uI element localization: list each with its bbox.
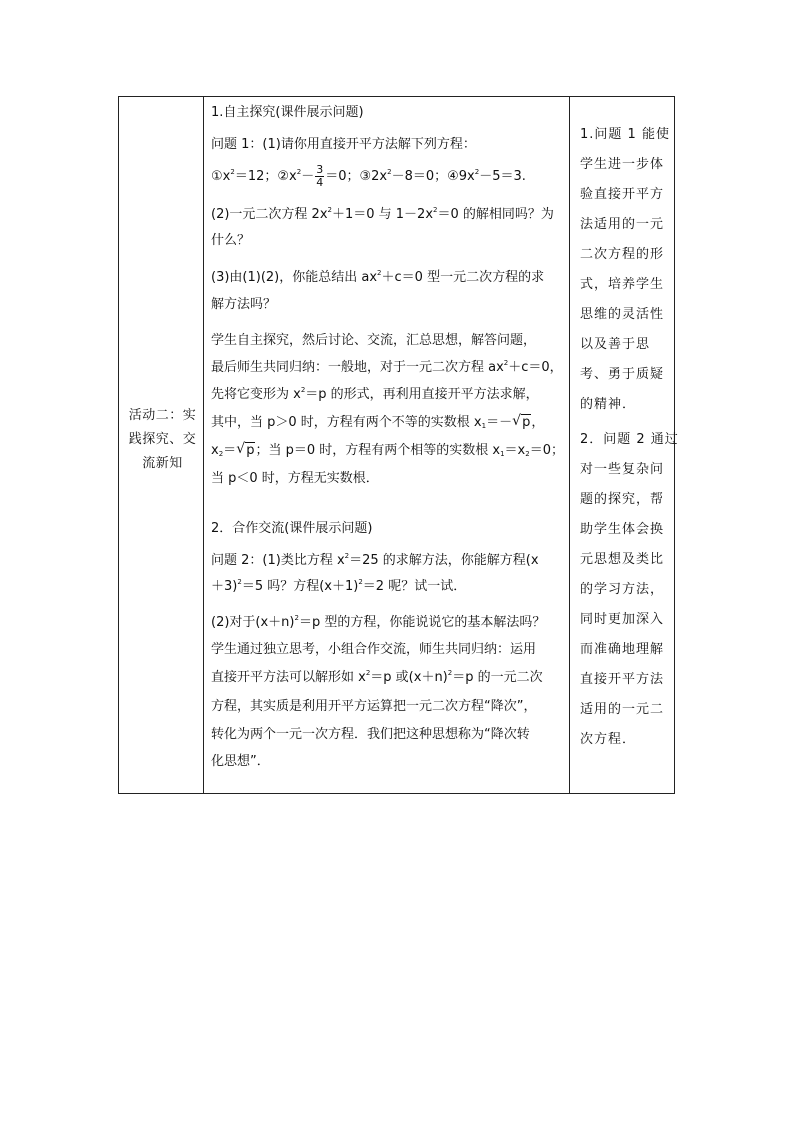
remark-line: 式，培养学生 [580,277,665,292]
activity-label: 活动二：实 践探究、交 流新知 [128,408,197,471]
paragraph-line: $x_2=$ √ p；当 p＝0 时，方程有两个相等的实数根 $x_1=x_2=0$； [211,441,564,458]
remark-line: 对一些复杂问 [580,462,665,477]
question-2-part-1: 问题 2：(1)类比方程 $x^2=25$ 的求解方法，你能解方程(x [211,552,539,568]
remark-line: 2．问题 2 通过 [580,432,679,447]
question-2-part-1-cont: ＋3)$^2$＝5 吗？方程$(x+1)^2=2$ 呢？试一试． [211,578,467,594]
question-1-part-2: (2)一元二次方程 $2x^2+1=0$ 与 $1-2x^2=0$ 的解相同吗？为 [211,206,554,222]
remark-line: 次方程． [580,732,637,747]
paragraph-line: 其中，当 p＞0 时，方程有两个不等的实数根 $x_1=-$ √ p， [211,413,545,430]
activity-cell [119,97,204,793]
paragraph-line: 先将它变形为 $x^2=p$ 的形式，再利用直接开平方法求解， [211,386,539,402]
lesson-table [118,96,679,794]
remark-line: 考、勇于质疑 [580,367,665,382]
remark-line: 学生进一步体 [580,157,665,172]
remark-line: 1.问题 1 能使 [580,127,670,142]
sqrt-symbol: √ p [236,441,255,458]
remark-line: 直接开平方法 [580,672,665,687]
question-1-part-2-cont: 什么？ [211,233,251,248]
paragraph-line: 直接开平方法可以解形如 $x^2=p$ 或$(x+n)^2=p$ 的一元二次 [211,669,543,685]
sqrt-symbol: √ p [512,413,531,430]
paragraph-line: 当 p＜0 时，方程无实数根． [211,471,379,486]
remark-line: 适用的一元二 [580,702,665,717]
section-title: 2．合作交流(课件展示问题) [211,521,373,536]
paragraph-line: 最后师生共同归纳：一般地，对于一元二次方程 $ax^2+c=0$， [211,359,563,375]
remark-line: 元思想及类比 [580,552,665,567]
paragraph-line: 学生自主探究，然后讨论、交流，汇总思想，解答问题， [211,333,537,348]
question-1-part-3: (3)由(1)(2)，你能总结出 $ax^2+c=0$ 型一元二次方程的求 [211,269,545,285]
remark-line: 而准确地理解 [580,642,665,657]
remark-line: 验直接开平方 [580,187,665,202]
paragraph-line: 学生通过独立思考，小组合作交流，师生共同归纳：运用 [211,642,537,657]
remark-line: 题的探究，帮 [580,492,665,507]
paragraph-line: 化思想”． [211,754,270,769]
remark-line: 以及善于思 [580,337,651,352]
question-1-intro: 问题 1：(1)请你用直接开平方法解下列方程： [211,137,476,152]
remarks-cell [570,97,679,793]
remark-line: 的精神． [580,397,637,412]
question-1-equations: $①x^2=12$；$②x^2-$ $\frac{3}{4}$ ＝0；$③2x^2-8=0$；$④9x^2-5=3$. [211,163,526,189]
content-cell [205,97,569,793]
remark-line: 同时更加深入 [580,612,665,627]
remark-line: 的学习方法， [580,582,665,597]
fraction: $\frac{3}{4}$ [316,163,324,189]
question-1-part-3-cont: 解方法吗？ [211,297,277,312]
section-title: 1.自主探究(课件展示问题) [211,105,364,120]
question-2-part-2: (2)对于$(x+n)^2=p$ 型的方程，你能说说它的基本解法吗？ [211,614,546,630]
paragraph-line: 转化为两个一元一次方程．我们把这种思想称为“降次转 [211,727,530,742]
remark-line: 法适用的一元 [580,217,665,232]
remark-line: 助学生体会换 [580,522,665,537]
remark-line: 二次方程的形 [580,247,665,262]
paragraph-line: 方程，其实质是利用开平方运算把一元二次方程“降次”， [211,699,537,714]
remark-line: 思维的灵活性 [580,307,665,322]
